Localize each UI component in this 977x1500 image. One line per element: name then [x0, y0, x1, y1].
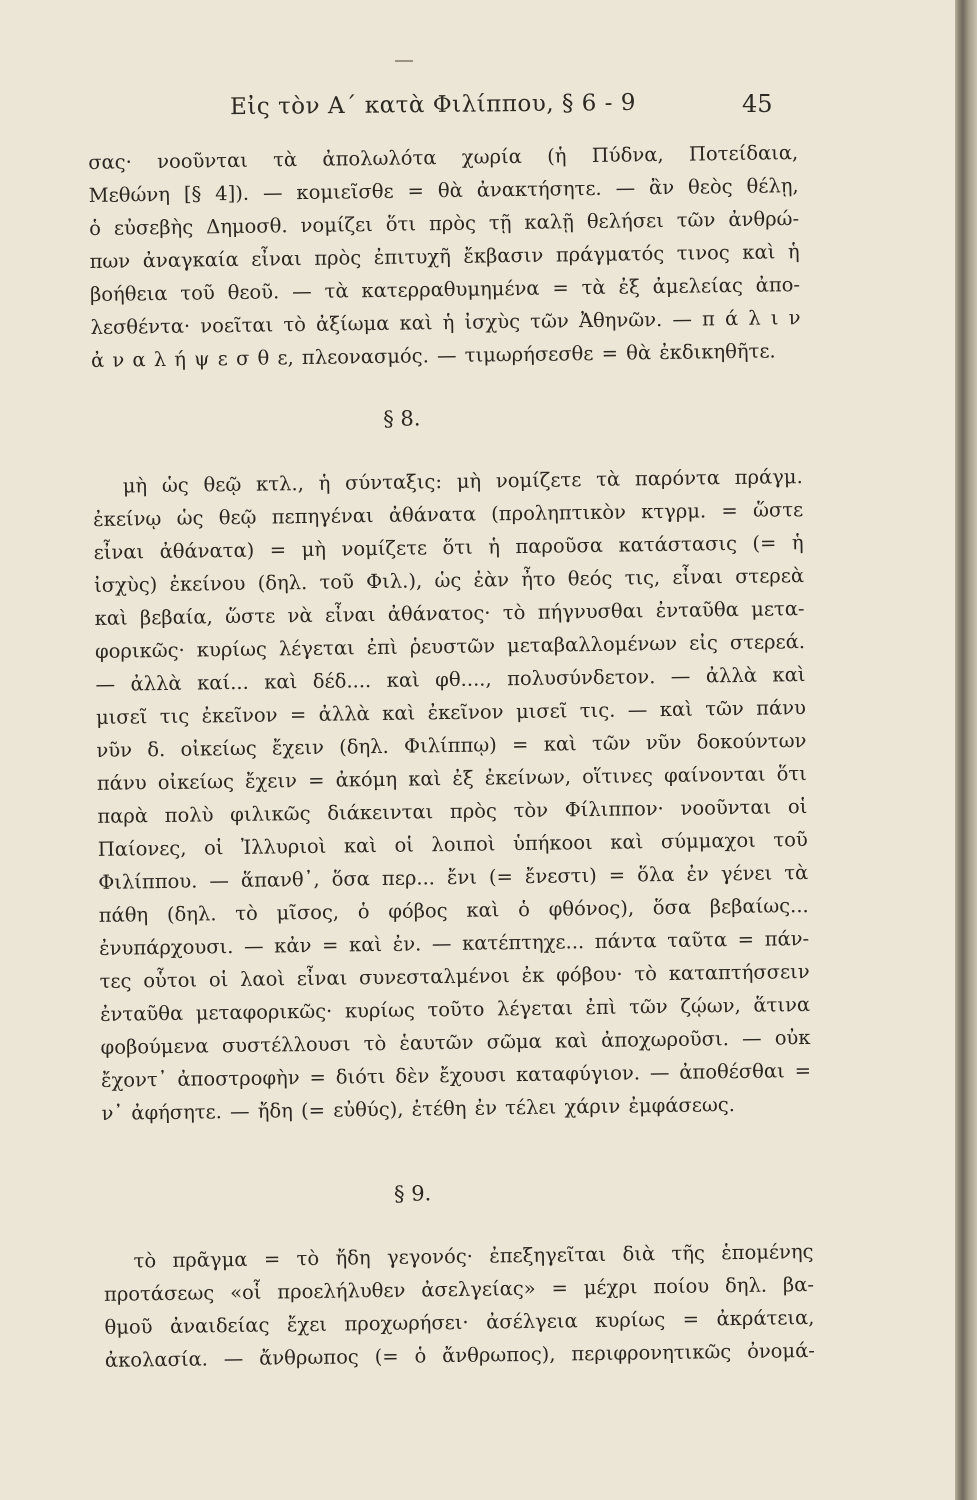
paragraph-section-9 [103, 1235, 815, 1377]
section-heading-8: § 8. [383, 406, 421, 431]
text-line: πων ἀναγκαία εἶναι πρὸς ἐπιτυχῆ ἔκβασιν πράγματός τινος καὶ ἡ [89, 240, 800, 273]
page-number: 45 [742, 90, 773, 118]
text-line: σας· νοοῦνται τὰ ἀπολωλότα χωρία (ἡ Πύδνα, Ποτείδαια, [88, 141, 799, 174]
text-line: ἰσχὺς) ἐκείνου (δηλ. τοῦ Φιλ.), ὡς ἐὰν ἦτο θεός τις, εἶναι στερεὰ [93, 564, 805, 597]
commentary-text [88, 136, 815, 1377]
book-binding-edge [955, 0, 977, 1500]
text-line: φορικῶς· κυρίως λέγεται ἐπὶ ῥευστῶν μεταβαλλομένων εἰς στερεά. [94, 630, 806, 663]
text-line: Φιλίππου. — ἅπανθ᾽, ὅσα περ... ἔνι (= ἔνεστι) = ὅλα ἐν γένει τὰ [98, 861, 809, 894]
running-title: Εἰς τὸν Α΄ κατὰ Φιλίππου, § 6 - 9 [229, 89, 637, 121]
text-line: — ἀλλὰ καί... καὶ δέδ.... καὶ φθ...., πολυσύνδετον. — ἀλλὰ καὶ [95, 663, 806, 696]
text-line: τὸ πρᾶγμα = τὸ ἤδη γεγονός· ἐπεξηγεῖται διὰ τῆς ἑπομένης [133, 1239, 814, 1273]
text-line: ἀκολασία. — ἄνθρωπος (= ὁ ἄνθρωπος), περιφρονητικῶς ὀνομά- [104, 1338, 816, 1372]
text-line: πάνυ οἰκείως ἔχειν = ἀκόμη καὶ ἐξ ἐκείνων, οἵτινες φαίνονται ὅτι [96, 762, 807, 795]
text-line: ἐκείνῳ ὡς θεῷ πεπηγέναι ἀθάνατα (προληπτικὸν κτγρμ. = ὥστε [93, 498, 804, 531]
text-line: Μεθώνη [§ 4]). — κομιεῖσθε = θὰ ἀνακτήσητε. — ἂν θεὸς θέλῃ, [88, 174, 799, 207]
text-line: Παίονες, οἱ Ἰλλυριοὶ καὶ οἱ λοιποὶ ὑπήκοοι καὶ σύμμαχοι τοῦ [97, 828, 808, 861]
text-line: παρὰ πολὺ φιλικῶς διάκεινται πρὸς τὸν Φίλιππον· νοοῦνται οἱ [97, 795, 808, 828]
top-dash-mark [395, 60, 413, 62]
text-line: ἔχοντ᾽ ἀποστροφὴν = διότι δὲν ἔχουσι καταφύγιον. — ἀποθέσθαι = [100, 1058, 812, 1092]
text-line: νῦν δ. οἰκείως ἔχειν (δηλ. Φιλίππῳ) = καὶ τῶν νῦν δοκούντων [96, 729, 807, 762]
paragraph-section-8 [93, 460, 812, 1130]
text-line: βοήθεια τοῦ θεοῦ. — τὰ κατερραθυμημένα = τὰ ἐξ ἀμελείας ἀπο- [89, 273, 801, 306]
section-heading-9: § 9. [393, 1181, 432, 1206]
text-line: θμοῦ ἀναιδείας ἔχει προχωρήσει· ἀσέλγεια κυρίως = ἀκράτεια, [104, 1305, 815, 1339]
text-line: λεσθέντα· νοεῖται τὸ ἀξίωμα καὶ ἡ ἰσχὺς τῶν Ἀθηνῶν. — π ά λ ι ν [90, 306, 801, 339]
text-line: καὶ βεβαία, ὥστε νὰ εἶναι ἀθάνατος· τὸ πήγνυσθαι ἐνταῦθα μετα- [94, 597, 805, 630]
text-line: ὁ εὐσεβὴς Δημοσθ. νομίζει ὅτι πρὸς τῇ καλῇ θελήσει τῶν ἀνθρώ- [88, 207, 800, 240]
text-line: ἐνυπάρχουσι. — κἀν = καὶ ἐν. — κατέπτηχε... πάντα ταῦτα = πάν- [99, 927, 810, 960]
text-line: εἶναι ἀθάνατα) = μὴ νομίζετε ὅτι ἡ παροῦσα κατάστασις (= ἡ [93, 531, 804, 564]
text-line: τες οὗτοι οἱ λαοὶ εἶναι συνεσταλμένοι ἐκ φόβου· τὸ καταπτήσσειν [99, 960, 810, 993]
text-line: μὴ ὡς θεῷ κτλ., ἡ σύνταξις: μὴ νομίζετε τὰ παρόντα πράγμ. [122, 465, 803, 498]
text-line: πάθη (δηλ. τὸ μῖσος, ὁ φόβος καὶ ὁ φθόνος), ὅσα βεβαίως... [98, 894, 809, 927]
text-line: ν᾽ ἀφήσητε. — ἤδη (= εὐθύς), ἐτέθη ἐν τέλει χάριν ἐμφάσεως. [101, 1093, 736, 1125]
text-line: ἐνταῦθα μεταφορικῶς· κυρίως τοῦτο λέγεται ἐπὶ τῶν ζῴων, ἅτινα [99, 993, 811, 1026]
text-line: προτάσεως «οἷ προελήλυθεν ἀσελγείας» = μέχρι ποίου δηλ. βα- [103, 1272, 815, 1306]
paragraph-section-7-end [88, 136, 801, 377]
text-line: φοβούμενα συστέλλουσι τὸ ἑαυτῶν σῶμα καὶ ἀποχωροῦσι. — οὐκ [100, 1026, 811, 1059]
text-line: μισεῖ τις ἐκεῖνον = ἀλλὰ καὶ ἐκεῖνον μισεῖ τις. — καὶ τῶν πάνυ [95, 696, 807, 729]
text-line: ἀ ν α λ ή ψ ε σ θ ε, πλεονασμός. — τιμωρήσεσθε = θὰ ἐκδικηθῆτε. [90, 339, 776, 372]
